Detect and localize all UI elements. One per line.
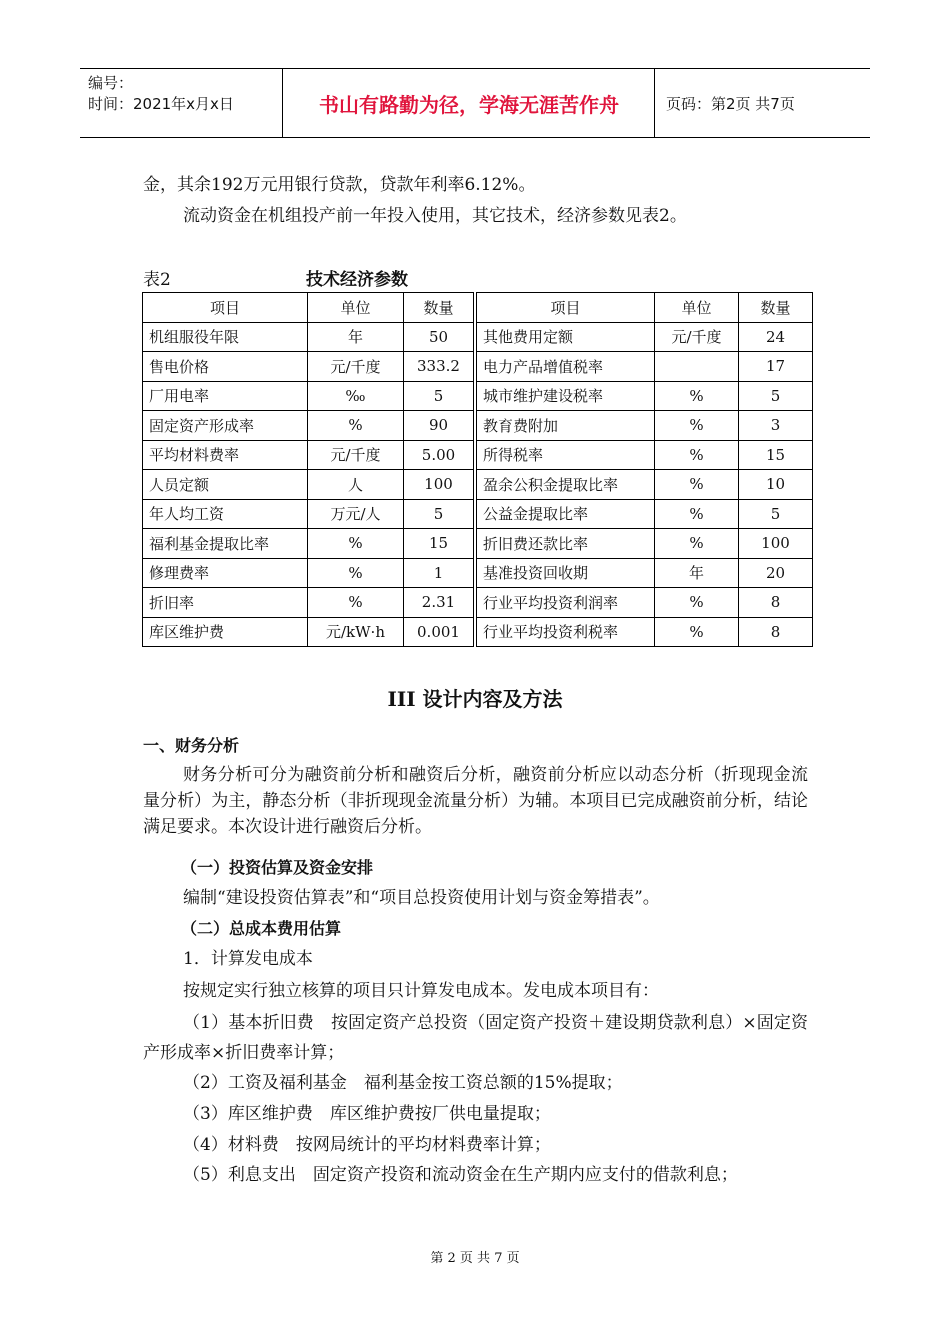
item-name-cell: 其他费用定额 [477, 322, 655, 352]
quantity-cell: 1 [404, 558, 474, 588]
unit-cell: % [655, 617, 739, 647]
unit-cell: % [655, 499, 739, 529]
quantity-cell: 17 [739, 352, 813, 382]
section-title: III 设计内容及方法 [387, 687, 563, 711]
item-name-cell: 所得税率 [477, 440, 655, 470]
table-caption-title: 技术经济参数 [306, 270, 408, 290]
unit-cell: 元/千度 [308, 440, 404, 470]
header-page-label: 页码：第2页 共7页 [666, 94, 795, 113]
quantity-cell: 5 [404, 381, 474, 411]
item-name-cell: 平均材料费率 [143, 440, 308, 470]
table-row [143, 588, 813, 618]
table-row [143, 381, 813, 411]
unit-cell: % [308, 411, 404, 441]
unit-cell: % [655, 588, 739, 618]
cost-item-wages: （2）工资及福利基金 福利基金按工资总额的15%提取； [183, 1073, 623, 1093]
item-name-cell: 固定资产形成率 [143, 411, 308, 441]
item-name-cell: 机组服役年限 [143, 322, 308, 352]
quantity-cell: 15 [404, 529, 474, 559]
table-row [143, 440, 813, 470]
paragraph-financial-analysis: 财务分析可分为融资前分析和融资后分析，融资前分析应以动态分析（折现现金流量分析）为主，静态分析（非折现现金流量分析）为辅。本项目已完成融资前分析，结论满足要求。本次设计进行融资后分析。 [143, 765, 808, 837]
table-row [143, 499, 813, 529]
quantity-cell: 100 [739, 529, 813, 559]
quantity-cell: 20 [739, 558, 813, 588]
quantity-cell: 5 [739, 499, 813, 529]
tech-econ-table [142, 292, 813, 647]
quantity-cell: 2.31 [404, 588, 474, 618]
intro-line-1: 金，其余192万元用银行贷款，贷款年利率6.12%。 [143, 175, 536, 195]
table-header-row [143, 293, 813, 323]
unit-cell: % [308, 529, 404, 559]
unit-cell: % [655, 470, 739, 500]
table-row [143, 411, 813, 441]
item-name-cell: 年人均工资 [143, 499, 308, 529]
time-label: 时间：2021年x月x日 [88, 95, 234, 113]
unit-cell: 人 [308, 470, 404, 500]
table-header-cell: 项目 [143, 293, 308, 323]
item-name-cell: 公益金提取比率 [477, 499, 655, 529]
unit-cell: % [655, 411, 739, 441]
item-name-cell: 厂用电率 [143, 381, 308, 411]
quantity-cell: 3 [739, 411, 813, 441]
table-row [143, 470, 813, 500]
table-header-cell: 数量 [404, 293, 474, 323]
item-name-cell: 电力产品增值税率 [477, 352, 655, 382]
quantity-cell: 24 [739, 322, 813, 352]
paragraph-investment-tables: 编制“建设投资估算表”和“项目总投资使用计划与资金筹措表”。 [183, 888, 660, 908]
quantity-cell: 15 [739, 440, 813, 470]
unit-cell: 元/千度 [308, 352, 404, 382]
quantity-cell: 100 [404, 470, 474, 500]
quantity-cell: 5.00 [404, 440, 474, 470]
item-name-cell: 售电价格 [143, 352, 308, 382]
header-divider [282, 69, 283, 137]
cost-item-materials: （4）材料费 按网局统计的平均材料费率计算； [183, 1135, 551, 1155]
page-footer: 第 2 页 共 7 页 [430, 1251, 520, 1266]
number-label: 编号： [88, 74, 134, 92]
item-name-cell: 库区维护费 [143, 617, 308, 647]
header-divider [654, 69, 655, 137]
unit-cell: 年 [655, 558, 739, 588]
quantity-cell: 0.001 [404, 617, 474, 647]
paragraph-generation-cost-intro: 按规定实行独立核算的项目只计算发电成本。发电成本项目有： [183, 981, 659, 1001]
unit-cell: % [655, 529, 739, 559]
quantity-cell: 50 [404, 322, 474, 352]
paragraph-generation-cost-title: 1．计算发电成本 [183, 949, 313, 969]
quantity-cell: 5 [739, 381, 813, 411]
cost-item-interest: （5）利息支出 固定资产投资和流动资金在生产期内应支付的借款利息； [183, 1165, 738, 1185]
intro-line-2: 流动资金在机组投产前一年投入使用，其它技术，经济参数见表2。 [183, 206, 687, 226]
table-row [143, 558, 813, 588]
item-name-cell: 基准投资回收期 [477, 558, 655, 588]
unit-cell: % [308, 588, 404, 618]
item-name-cell: 修理费率 [143, 558, 308, 588]
quantity-cell: 90 [404, 411, 474, 441]
heading-financial-analysis: 一、财务分析 [143, 736, 240, 755]
cost-item-depreciation: （1）基本折旧费 按固定资产总投资（固定资产投资＋建设期贷款利息）×固定资产形成率×折旧费率计算； [143, 1013, 808, 1063]
item-name-cell: 折旧率 [143, 588, 308, 618]
table-caption-number: 表2 [143, 270, 171, 290]
table-header-cell: 单位 [308, 293, 404, 323]
item-name-cell: 教育费附加 [477, 411, 655, 441]
item-name-cell: 行业平均投资利税率 [477, 617, 655, 647]
unit-cell: 万元/人 [308, 499, 404, 529]
unit-cell: 年 [308, 322, 404, 352]
quantity-cell: 8 [739, 588, 813, 618]
table-header-cell: 项目 [477, 293, 655, 323]
quantity-cell: 8 [739, 617, 813, 647]
table-row [143, 322, 813, 352]
unit-cell: % [308, 558, 404, 588]
table-row [143, 352, 813, 382]
page-header [80, 68, 870, 138]
item-name-cell: 盈余公积金提取比率 [477, 470, 655, 500]
unit-cell: % [655, 381, 739, 411]
quantity-cell: 5 [404, 499, 474, 529]
quantity-cell: 10 [739, 470, 813, 500]
header-meta [88, 73, 234, 115]
heading-investment-estimate: （一）投资估算及资金安排 [181, 858, 374, 877]
item-name-cell: 折旧费还款比率 [477, 529, 655, 559]
unit-cell: ‰ [308, 381, 404, 411]
table-header-cell: 单位 [655, 293, 739, 323]
heading-total-cost: （二）总成本费用估算 [181, 919, 342, 938]
unit-cell: 元/kW·h [308, 617, 404, 647]
table-row [143, 617, 813, 647]
item-name-cell: 人员定额 [143, 470, 308, 500]
item-name-cell: 城市维护建设税率 [477, 381, 655, 411]
quantity-cell: 333.2 [404, 352, 474, 382]
unit-cell [655, 352, 739, 382]
item-name-cell: 行业平均投资利润率 [477, 588, 655, 618]
table-row [143, 529, 813, 559]
item-name-cell: 福利基金提取比率 [143, 529, 308, 559]
table-header-cell: 数量 [739, 293, 813, 323]
header-motto: 书山有路勤为径，学海无涯苦作舟 [319, 92, 619, 117]
unit-cell: % [655, 440, 739, 470]
cost-item-reservoir: （3）库区维护费 库区维护费按厂供电量提取； [183, 1104, 551, 1124]
unit-cell: 元/千度 [655, 322, 739, 352]
